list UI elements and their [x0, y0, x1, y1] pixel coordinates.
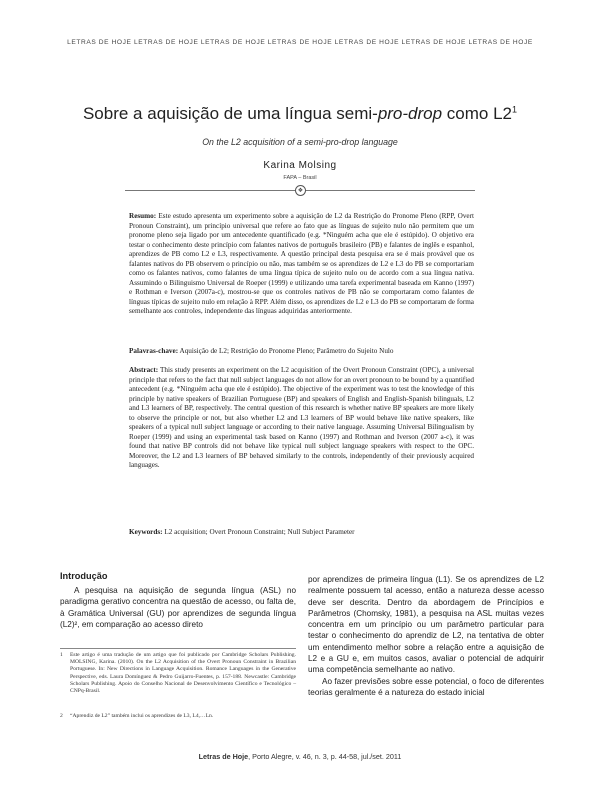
keywords-en-text: L2 acquisition; Overt Pronoun Constraint; Null Subject Parameter	[162, 528, 355, 536]
footnote-2-text: “Aprendiz de L2” também inclui os aprendizes de L3, L4,…Ln.	[70, 713, 214, 719]
abstract-pt-text: Este estudo apresenta um experimento sobre a aquisição de L2 da Restrição do Pronome Pleno (RPP, Overt Pronoun Constraint), um princípio universal que refere ao fato que as línguas de sujeito nulo não permitem que um pronome pleno seja ligado por um antecedente quantificado (e.g. *Ninguém acha que ele é estúpido). O objetivo era testar o conhecimento deste princípio com falantes nativos de português brasileiro (PB) e falantes de inglês e espanhol, aprendizes de PB como L2 e L3, respectivamente. A questão principal desta pesquisa era se é mais provável que os falantes nativos do PB observem o princípio ou não, mas também se os aprendizes de L2 e L3 do PB se comportariam como os falantes nativos, como falantes de uma língua típica de sujeito nulo ou de acordo com a sua língua nativa. Assumindo o Bilinguismo Universal de Roeper (1999) e utilizando uma tarefa experimental baseada em Kanno (1997) e Rothman e Iverson (2007a-c), mostrou-se que os controles nativos de PB não se comportaram como falantes de línguas típicas de sujeito nulo em relação à RPP. Além disso, os aprendizes de L2 e L3 do PB se comportaram de forma semelhante aos controles, independente das línguas adquiridas anteriormente.	[129, 212, 474, 315]
keywords-pt-label: Palavras-chave:	[129, 347, 179, 355]
title-italic: pro-drop	[377, 104, 443, 123]
intro-left-column: A pesquisa na aquisição de segunda língua (ASL) no paradigma gerativo concentra na questão de acesso, ou falta de, à Gramática Universal (GU) por aprendizes de segunda língua (L2)², em comparação ao acesso direto	[60, 586, 296, 629]
section-heading-introduction: Introdução	[60, 571, 108, 581]
article-subtitle: On the L2 acquisition of a semi-pro-drop language	[202, 137, 398, 147]
footer-details: , Porto Alegre, v. 46, n. 3, p. 44-58, jul./set. 2011	[248, 752, 402, 761]
intro-right-paragraph-2: Ao fazer previsões sobre esse potencial, o foco de diferentes teorias geralmente é a natureza do estado inicial	[308, 676, 544, 697]
abstract-english	[129, 366, 474, 471]
running-head: LETRAS DE HOJE LETRAS DE HOJE LETRAS DE HOJE LETRAS DE HOJE LETRAS DE HOJE LETRAS DE HOJE LETRAS DE HOJE	[67, 39, 533, 46]
footnote-rule	[60, 648, 296, 649]
abstract-en-text: This study presents an experiment on the L2 acquisition of the Overt Pronoun Constraint (OPC), a universal principle that refers to the fact that null subject languages do not allow for an overt pronoun to be bound by a quantified antecedent (e.g. *Ninguém acha que ele é estúpido). The objective of the experiment was to test the knowledge of this principle by native speakers of Brazilian Portuguese (BP) and speakers of English and English-Spanish bilinguals, L2 and L3 learners of BP, respectively. The central question of this research is whether native BP speakers are more likely to observe the principle or not, but also whether L2 and L3 learners of BP would behave like native speakers, like speakers of a typical null subject language or according to their native language. Assuming Universal Bilingualism by Roeper (1999) and using an experimental task based on Kanno (1997) and Rothman and Iverson (2007 a-c), it was found that native BP controls did not behave like typical null subject language speakers with respect to the OPC. Moreover, the L2 and L3 learners of BP behaved similarly to the controls, independently of their previously acquired languages.	[129, 366, 474, 469]
footnote-2	[60, 713, 296, 720]
keywords-english	[129, 528, 474, 538]
abstract-pt-label: Resumo:	[129, 212, 157, 220]
author-name: Karina Molsing	[263, 160, 337, 171]
divider-ornament-icon: ❖	[295, 185, 306, 196]
page-footer	[0, 752, 600, 761]
keywords-pt-text: Aquisição de L2; Restrição do Pronome Pleno; Parâmetro do Sujeito Nulo	[178, 347, 394, 355]
footer-journal: Letras de Hoje	[198, 752, 249, 761]
author-affiliation: FAPA – Brasil	[283, 175, 317, 181]
footnote-1-number: 1	[60, 652, 63, 658]
keywords-en-label: Keywords:	[129, 528, 163, 536]
keywords-portuguese	[129, 347, 474, 357]
intro-right-column	[308, 574, 544, 698]
footnote-1-text: Este artigo é uma tradução de um artigo que foi publicado por Cambridge Scholars Publishing. MOLSING, Karina. (2010). On the L2 Acquisition of the Overt Pronoun Constraint in Brazilian Portuguese. In: New Directions in Language Acquisition. Romance Languages in the Generative Perspective, eds. Laura Domínguez & Pedro Guijarro-Fuentes, p. 157-188. Newcastle: Cambridge Scholars Publishing. Apoio do Conselho Nacional de Desenvolvimento Científico e Tecnológico – CNPq-Brasil.	[70, 652, 296, 695]
footnote-2-number: 2	[60, 713, 63, 719]
abstract-portuguese	[129, 212, 474, 317]
abstract-en-label: Abstract:	[129, 366, 159, 374]
title-post: como L2	[442, 104, 513, 123]
intro-right-paragraph-1: por aprendizes de primeira língua (L1). Se os aprendizes de L2 realmente possuem tal acesso, então a natureza desse acesso deve ser descrita. Dentro da abordagem de Princípios e Parâmetros (Chomsky, 1981), a pesquisa na ASL muitas vezes concentra em um princípio ou um parâmetro particular para testar o conhecimento do aprendiz de L2, na tentativa de obter um entendimento melhor sobre a relação entre a aquisição de L2 e a GU e, em muitos casos, avaliar o potencial de adquirir uma competência semelhante ao nativo.	[308, 575, 544, 675]
footnote-1	[60, 652, 296, 695]
article-title	[0, 104, 600, 124]
title-pre: Sobre a aquisição de uma língua semi-	[82, 104, 378, 123]
title-footnote-mark[interactable]: 1	[512, 104, 518, 115]
